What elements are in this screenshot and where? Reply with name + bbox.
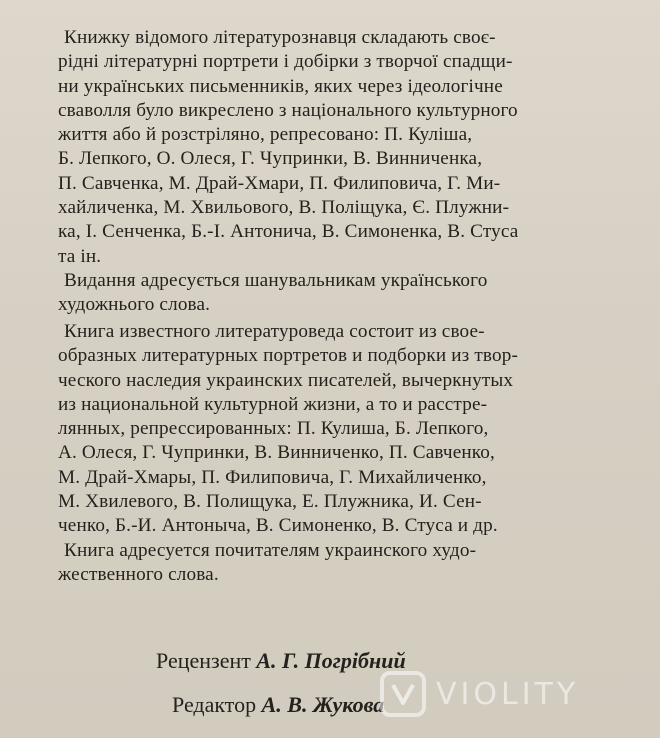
text-line: рідні літературні портрети і добірки з творчої спадщи- (58, 51, 513, 73)
text-line: из национальной культурной жизни, а то и расстре- (58, 393, 488, 415)
reviewer-label: Рецензент (156, 648, 251, 673)
text-line: жественного слова. (58, 563, 219, 585)
violity-logo-icon (380, 671, 426, 717)
text-line: лянных, репрессированных: П. Кулиша, Б. Лепкого, (58, 418, 489, 440)
reviewer-name: А. Г. Погрібний (256, 648, 406, 673)
editor-name: А. В. Жукова (261, 692, 385, 717)
text-line: Видання адресується шанувальникам українського (64, 269, 488, 291)
watermark (380, 664, 579, 724)
russian-annotation (58, 320, 634, 587)
editor-label: Редактор (172, 692, 257, 717)
text-line: М. Драй-Хмары, П. Филиповича, Г. Михайличенко, (58, 466, 487, 488)
watermark-text: VIOLITY (436, 676, 580, 712)
editor-line (172, 690, 384, 720)
text-line: А. Олеся, Г. Чупринки, В. Винниченко, П. Савченко, (58, 442, 495, 464)
text-line: ченко, Б.-И. Антоныча, В. Симоненко, В. Стуса и др. (58, 515, 498, 537)
reviewer-line (156, 646, 406, 676)
text-line: Книга известного литературоведа состоит из свое- (64, 321, 485, 342)
text-line: Книжку відомого літературознавця складають своє- (64, 27, 496, 48)
text-line: Б. Лепкого, О. Олеся, Г. Чупринки, В. Винниченка, (58, 148, 483, 170)
text-line: та ін. (58, 245, 102, 267)
text-line: ни українських письменників, яких через ідеологічне (58, 75, 503, 97)
text-line: М. Хвилевого, В. Полищука, Е. Плужника, И. Сен- (58, 491, 482, 513)
text-line: ка, І. Сенченка, Б.-І. Антонича, В. Симоненка, В. Стуса (58, 221, 519, 243)
text-line: ческого наследия украинских писателей, вычеркнутых (58, 369, 514, 391)
text-line: образных литературных портретов и подборки из твор- (58, 345, 518, 367)
text-line: художнього слова. (58, 294, 211, 316)
text-line: Книга адресуется почитателям украинского худо- (64, 539, 477, 561)
text-line: сваволля було викреслено з національного культурного (58, 99, 518, 121)
text-line: П. Савченка, М. Драй-Хмари, П. Филиповича, Г. Ми- (58, 172, 501, 194)
text-line: хайличенка, М. Хвильового, В. Поліщука, Є. Плужни- (58, 197, 510, 219)
ukrainian-annotation (58, 26, 634, 318)
text-line: життя або й розстріляно, репресовано: П. Куліша, (58, 124, 473, 146)
